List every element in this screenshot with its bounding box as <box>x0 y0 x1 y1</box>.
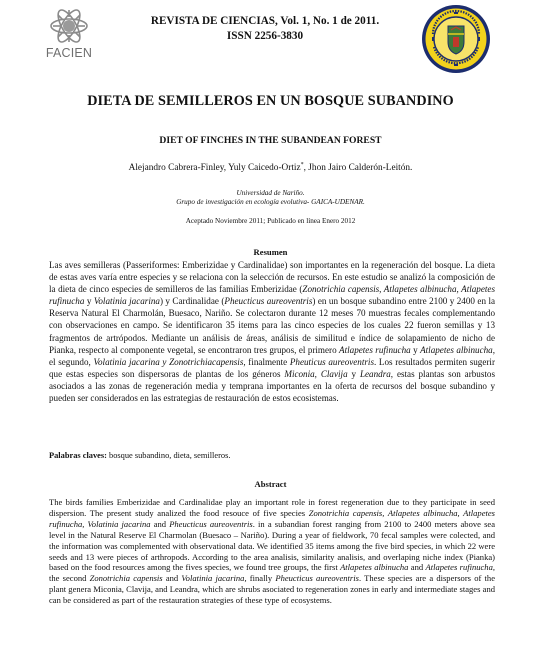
abstract-paragraph <box>49 497 495 606</box>
abstract-body <box>49 497 495 606</box>
resumen-text: . Los resultados permiten sugerir que estas especies son dispersoras de plantas de los géneros <box>49 356 495 379</box>
journal-header <box>120 14 410 44</box>
resumen-text: ) en un bosque subandino entre 2100 y 2400 en la Reserva Natural El Charmolán, Buesaco, Nariño. Se colectaron durante 12 meses 70 muestras fecales complementando con observaciones en campo. Se identificaron 35 items para las cinco especies de los cuales 22 fueron semillas y 13 fragmentos de artrópodos. Mediante un análisis de áreas, análisis de similitud e índice de solapamiento de nicho de Pianka, respecto al componente vegetal, se encontraron tres grupos, el primero <box>49 296 496 355</box>
species-name: Atlapetes rufinucha <box>425 562 493 573</box>
authors-part-2: , Jhon Jairo Calderón-Leitón. <box>303 163 413 174</box>
paper-subtitle: DIET OF FINCHES IN THE SUBANDEAN FOREST <box>159 135 382 146</box>
abstract-text: and <box>408 562 426 573</box>
keywords-label: Palabras claves: <box>49 451 107 460</box>
journal-issn: ISSN 2256-3830 <box>226 30 304 42</box>
journal-citation: REVISTA DE CIENCIAS, Vol. 1, No. 1 de 2011. <box>150 15 380 27</box>
species-name: Atlapetes albinucha, <box>420 344 496 355</box>
species-name: Zonotrichia capensis, Atlapetes albinucha, Atlapetes rufinucha <box>49 284 495 307</box>
university-seal <box>421 4 491 74</box>
paper-title: DIETA DE SEMILLEROS EN UN BOSQUE SUBANDINO <box>87 93 454 109</box>
abstract-text: . These species are a dispersors of the plant genera Miconia, Clavija, and Leandra, which are shrubs asociated to regeneration zones in early and intermediate stages and can be considered as part of the restauration strategies of these type of ecosystems. <box>49 573 495 606</box>
abstract-text: and <box>162 573 182 584</box>
species-name: Pheucticus aureoventris <box>169 518 253 529</box>
species-name: Atlapetes albinucha <box>340 562 409 573</box>
resumen-heading: Resumen <box>253 247 288 257</box>
species-name: Volatinia jacarina y Zonotrichiacapensis <box>93 356 244 367</box>
affiliation-university: Universidad de Nariño. <box>236 189 305 197</box>
resumen-text: , finalmente <box>243 356 290 367</box>
affiliation <box>0 189 541 207</box>
species-name: Atlapetes rufinucha <box>339 344 411 355</box>
resumen-body <box>49 259 495 404</box>
abstract-text: The birds families Emberizidae and Cardinalidae play an important role in forest regeneration due to they participate in seed dispersion. The present study analized the food resouce of five species <box>49 497 495 518</box>
resumen-paragraph <box>49 259 495 404</box>
abstract-text: . in a subandian forest ranging from 2100 to 2400 meters above sea level in the Natural Reserve El Charmolan (Buesaco – Nariño). During a year of fieldwork, 70 fecal samples were colected, and the information was complemented with observational data. We identified 35 items among the five bird species, in which 22 were seeds and 13 were pieces of arthropods. According to the area analisis, similarity analisis, and overlaping niche index (Pianka) based on the food resources among the fives species, we found tree groups, the first <box>49 518 495 573</box>
keywords-text: bosque subandino, dieta, semilleros. <box>106 451 231 460</box>
resumen-text: Las aves semilleras (Passeriformes: Emberizidae y Cardinalidae) son importantes en la regeneración del bosque. La dieta de estas aves varía entre especies y se relaciona con la selección de recursos. En este estudio se analizó la composición de la dieta de cinco especies de semilleros de las familias Emberizidae ( <box>49 260 495 295</box>
affiliation-group: Grupo de investigación en ecología evolutiva- GAICA-UDENAR. <box>176 198 365 206</box>
resumen-text: el segundo, <box>49 356 94 367</box>
resumen-text: , estas plantas son arbustos asociados a las zonas de regeneración media y temprana importantes en la oferta de recursos del bosque subandino y pueden ser considerados en las estrategias de restauración de estos ecosistemas. <box>49 368 495 404</box>
species-name: Zonotrichia capensis <box>89 573 163 584</box>
authors-line <box>0 162 541 173</box>
species-name: Pheucticus aureoventris <box>275 573 359 584</box>
publication-dates: Aceptado Noviembre 2011; Publicado en línea Enero 2012 <box>185 217 356 225</box>
facien-logo-text: FACIEN <box>45 46 93 60</box>
resumen-text: ) y Cardinalidae ( <box>159 296 225 307</box>
species-name: Volatinia jacarina, <box>181 573 247 584</box>
abstract-text: and <box>150 518 170 529</box>
resumen-text: y <box>84 296 94 307</box>
facien-logo <box>38 6 100 68</box>
species-name: Pheuticus aureoventris <box>289 356 374 367</box>
genus-name: Leandra <box>359 368 391 379</box>
genus-name: Miconia, Clavija <box>284 368 348 379</box>
species-name: Volatinia jacarina <box>93 296 160 307</box>
abstract-text: finally <box>246 573 276 584</box>
keywords-line <box>49 451 230 460</box>
resumen-text: y <box>410 344 421 355</box>
species-name: Zonotrichia capensis, Atlapetes albinucha, Atlapetes rufinucha, Volatinia jacarina <box>49 507 495 529</box>
species-name: Pheucticus aureoventris <box>224 296 313 307</box>
authors-part-1: Alejandro Cabrera-Finley, Yuly Caicedo-Ortiz <box>128 163 301 174</box>
corresponding-author-mark: * <box>300 162 304 168</box>
abstract-text: , the second <box>49 562 495 584</box>
facien-logo-mark <box>38 6 100 44</box>
abstract-heading: Abstract <box>254 479 287 489</box>
resumen-text: y <box>347 368 360 379</box>
